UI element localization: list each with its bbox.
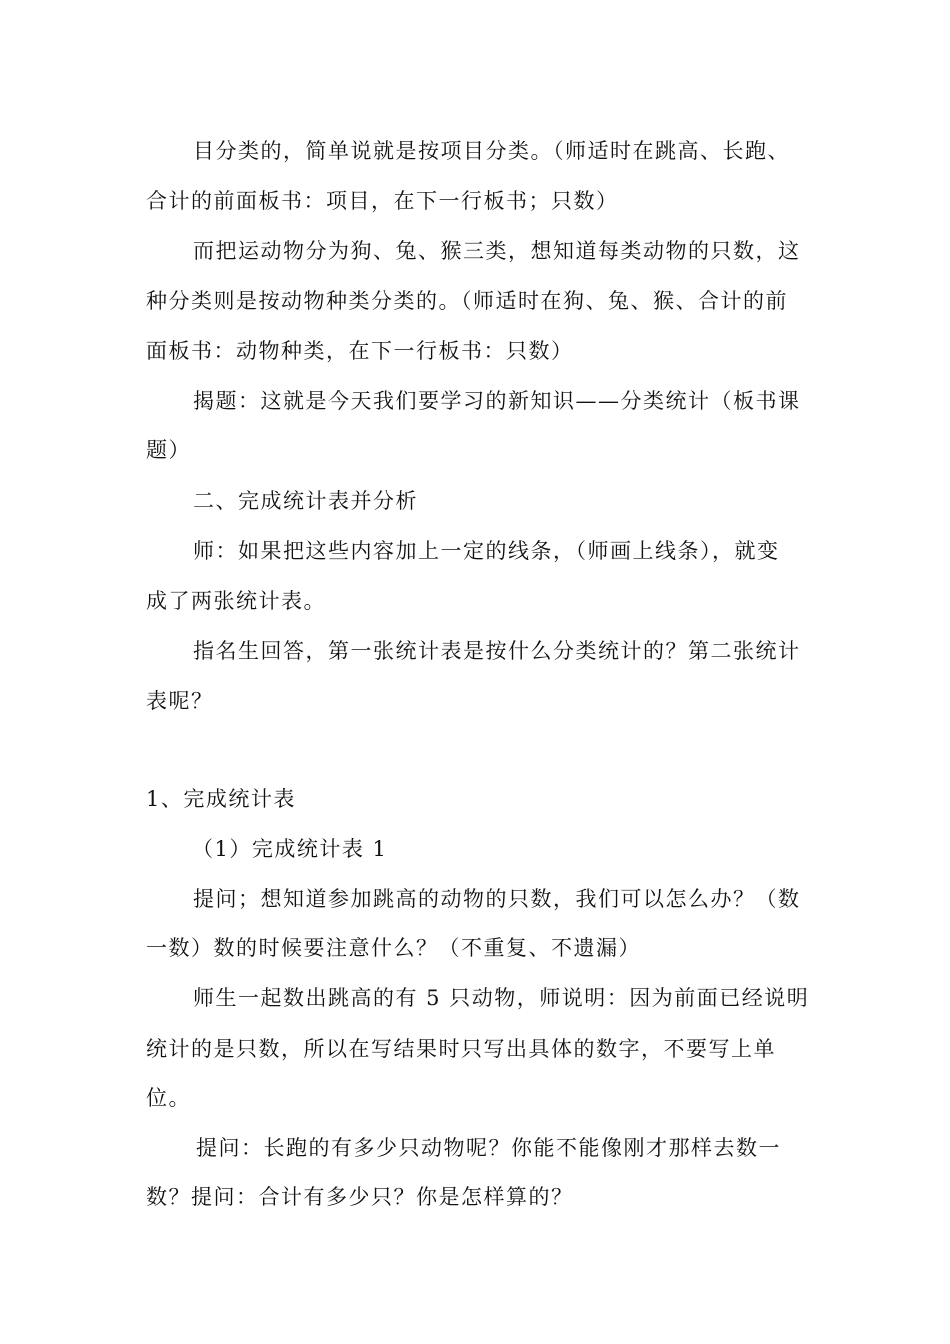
subsection-heading: （1）完成统计表 1 xyxy=(192,837,388,861)
paragraph-line: 成了两张统计表。 xyxy=(146,589,326,613)
paragraph-line: 数？提问：合计有多少只？你是怎样算的？ xyxy=(146,1185,574,1209)
paragraph-line: 提问；想知道参加跳高的动物的只数，我们可以怎么办？（数 xyxy=(193,887,801,911)
paragraph-line: 揭题：这就是今天我们要学习的新知识——分类统计（板书课 xyxy=(193,389,801,413)
paragraph-line: 统计的是只数，所以在写结果时只写出具体的数字，不要写上单 xyxy=(146,1037,776,1061)
paragraph-line: 面板书：动物种类，在下一行板书：只数） xyxy=(146,339,574,363)
subsection-heading: 1、完成统计表 xyxy=(146,787,296,811)
paragraph-line: 种分类则是按动物种类分类的。（师适时在狗、兔、猴、合计的前 xyxy=(146,289,788,313)
paragraph-line: 提问：长跑的有多少只动物呢？你能不能像刚才那样去数一 xyxy=(196,1136,781,1160)
paragraph-line: 一数）数的时候要注意什么？（不重复、不遗漏） xyxy=(146,936,641,960)
paragraph-line: 师生一起数出跳高的有 5 只动物，师说明：因为前面已经说明 xyxy=(193,986,810,1010)
paragraph-line: 指名生回答，第一张统计表是按什么分类统计的？第二张统计 xyxy=(193,639,801,663)
paragraph-line: 题） xyxy=(146,438,191,462)
paragraph-line: 合计的前面板书：项目，在下一行板书；只数） xyxy=(146,189,619,213)
paragraph-line: 表呢？ xyxy=(146,689,214,713)
paragraph-line: 目分类的，简单说就是按项目分类。（师适时在跳高、长跑、 xyxy=(193,139,790,163)
section-heading: 二、完成统计表并分析 xyxy=(193,489,418,513)
paragraph-line: 而把运动物分为狗、兔、猴三类，想知道每类动物的只数，这 xyxy=(193,239,801,263)
paragraph-line: 师：如果把这些内容加上一定的线条，（师画上线条），就变 xyxy=(193,539,780,563)
paragraph-line: 位。 xyxy=(146,1086,191,1110)
